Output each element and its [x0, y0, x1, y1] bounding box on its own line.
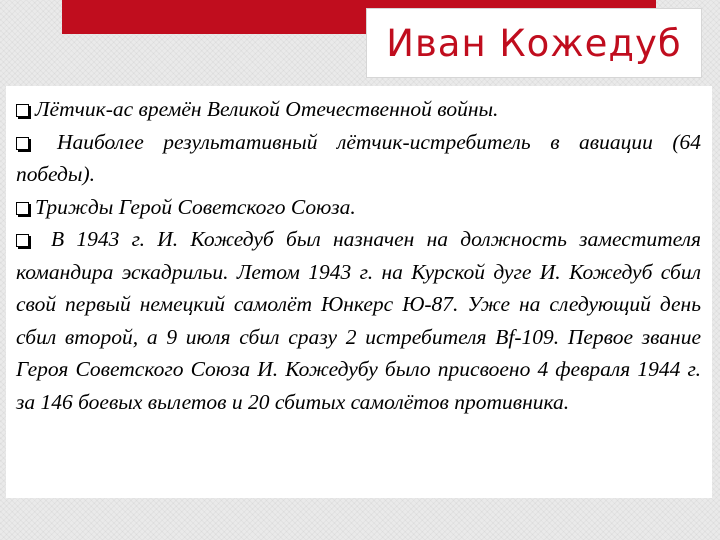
slide-title: Иван Кожедуб — [386, 21, 682, 65]
square-bullet-icon — [16, 234, 29, 247]
bullet-item — [16, 223, 701, 418]
bullet-item — [16, 126, 701, 191]
square-bullet-icon — [16, 137, 29, 150]
bullet-text: Трижды Герой Советского Союза. — [35, 194, 356, 219]
bullet-item — [16, 93, 701, 126]
bullet-item — [16, 191, 701, 224]
content-panel — [6, 86, 712, 498]
square-bullet-icon — [16, 104, 29, 117]
bullet-text: Наиболее результативный лётчик-истребитель в авиации (64 победы). — [16, 129, 701, 186]
bullet-text: Лётчик-ас времён Великой Отечественной войны. — [35, 97, 499, 121]
title-box — [366, 8, 702, 78]
square-bullet-icon — [16, 202, 29, 215]
bullet-text: В 1943 г. И. Кожедуб был назначен на должность заместителя командира эскадрильи. Летом 1943 г. на Курской дуге И. Кожедуб сбил свой первый немецкий самолёт Юнкерс Ю-87. Уже на следующий день сбил второй, а 9 июля сбил сразу 2 истребителя Bf-109. Первое звание Героя Советского Союза И. Кожедубу было присвоено 4 февраля 1944 г. за 146 боевых вылетов и 20 сбитых самолётов противника. — [16, 227, 701, 414]
